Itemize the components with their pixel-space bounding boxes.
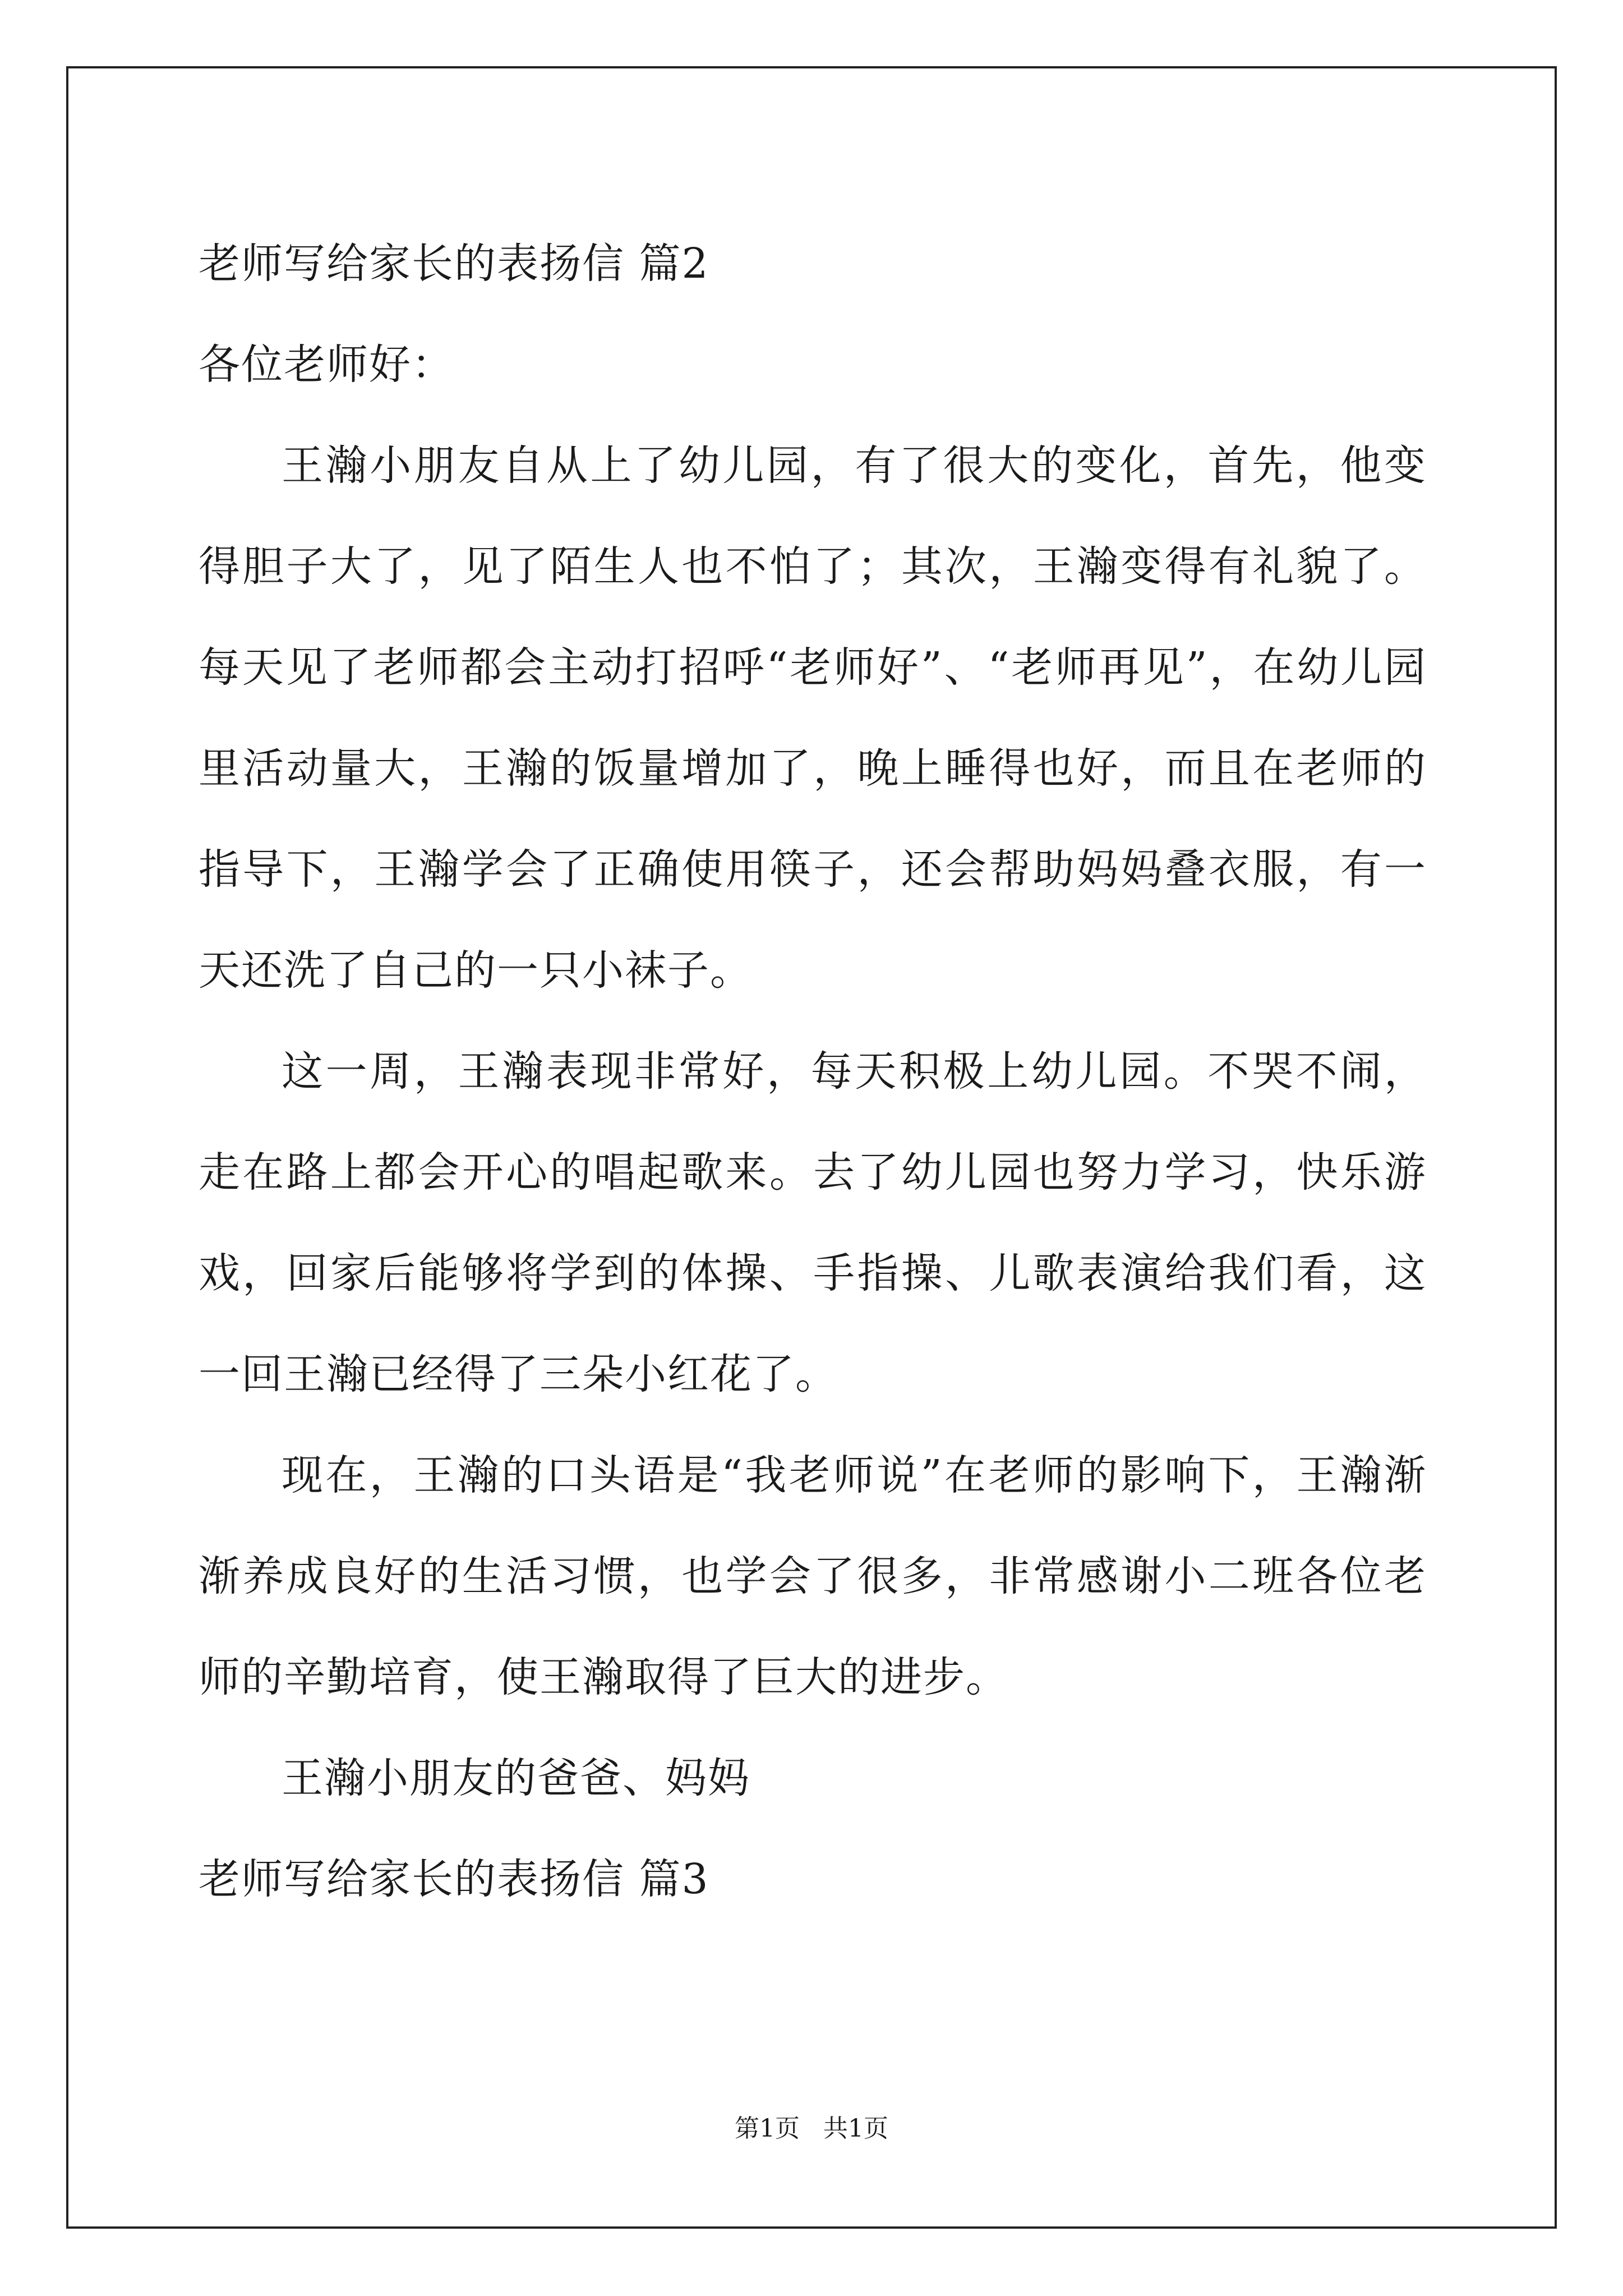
document-body: [199, 213, 1427, 1930]
body-paragraph: 王瀚小朋友自从上了幼儿园，有了很大的变化，首先，他变得胆子大了，见了陌生人也不怕了；其次，王瀚变得有礼貌了。每天见了老师都会主动打招呼“老师好”、“老师再见”，在幼儿园里活动量大，王瀚的饭量增加了，晚上睡得也好，而且在老师的指导下，王瀚学会了正确使用筷子，还会帮助妈妈叠衣服，有一天还洗了自己的一只小袜子。: [199, 441, 1427, 995]
page-footer: 第1页 共1页: [735, 2114, 888, 2143]
salutation: 各位老师好：: [199, 341, 454, 389]
signature: 王瀚小朋友的爸爸、妈妈: [282, 1754, 750, 1802]
body-paragraph: 这一周，王瀚表现非常好，每天积极上幼儿园。不哭不闹，走在路上都会开心的唱起歌来。去了幼儿园也努力学习，快乐游戏，回家后能够将学到的体操、手指操、儿歌表演给我们看，这一回王瀚已经得了三朵小红花了。: [199, 1047, 1427, 1398]
body-paragraph: 现在，王瀚的口头语是“我老师说”在老师的影响下，王瀚渐渐养成良好的生活习惯，也学会了很多，非常感谢小二班各位老师的辛勤培育，使王瀚取得了巨大的进步。: [199, 1451, 1427, 1701]
section-heading: 老师写给家长的表扬信 篇3: [199, 1855, 709, 1903]
section-heading: 老师写给家长的表扬信 篇2: [199, 240, 709, 288]
